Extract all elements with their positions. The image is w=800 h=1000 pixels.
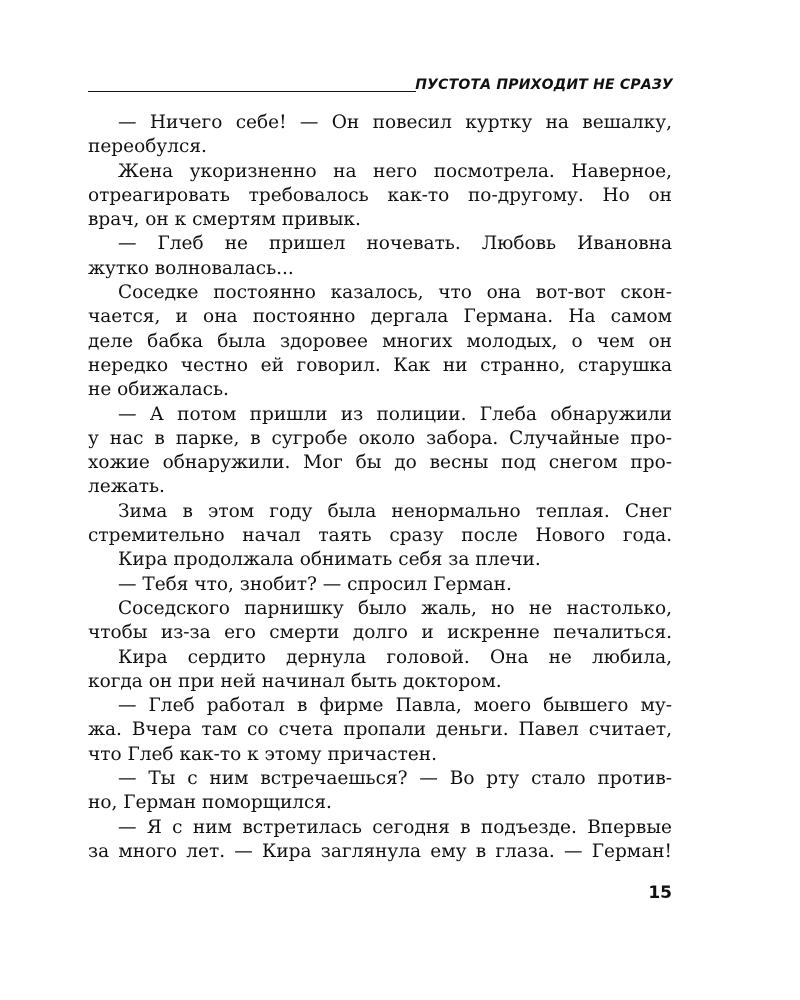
text-line: — Ты с ним встречаешься? — Во рту стало против- [118, 768, 672, 790]
text-line: жутко волновалась... [88, 257, 294, 279]
text-line: не обижалась. [88, 379, 229, 401]
text-line: — Тебя что, знобит? — спросил Герман. [118, 573, 512, 595]
text-line: Кира продолжала обнимать себя за плечи. [118, 549, 541, 571]
text-line: Соседского парнишку было жаль, но не настолько, [118, 597, 672, 619]
text-line: хожие обнаружили. Мог бы до весны под снегом про- [88, 452, 672, 474]
text-line: лежать. [88, 476, 165, 498]
text-line: — А потом пришли из полиции. Глеба обнаружили [118, 403, 672, 425]
text-line: — Глеб не пришел ночевать. Любовь Ивановна [118, 233, 672, 255]
text-line: — Ничего себе! — Он повесил куртку на вешалку, [118, 112, 672, 133]
text-line: что Глеб как-то к этому причастен. [88, 743, 437, 765]
text-line: Жена укоризненно на него посмотрела. Наверное, [118, 160, 672, 182]
text-line: когда он при ней начинал быть доктором. [88, 670, 502, 692]
text-line: стремительно начал таять сразу после Нового года. [88, 525, 672, 547]
text-line: чается, и она постоянно дергала Германа. На самом [88, 306, 672, 328]
text-line: врач, он к смертям привык. [88, 209, 361, 231]
running-header [88, 76, 673, 96]
text-line: переобулся. [88, 136, 207, 158]
text-line: нередко честно ей говорил. Как ни странно, старушка [88, 354, 672, 376]
text-line: у нас в парке, в сугробе около забора. Случайные про- [88, 427, 672, 449]
text-line: Соседке постоянно казалось, что она вот-вот скон- [118, 282, 672, 304]
text-line: отреагировать требовалось как-то по-другому. Но он [88, 184, 672, 206]
text-line: чтобы из-за его смерти долго и искренне печалиться. [88, 622, 672, 644]
text-line: за много лет. — Кира заглянула ему в глаза. — Герман! [88, 840, 672, 862]
text-line: но, Герман поморщился. [88, 792, 332, 814]
text-line: жа. Вчера там со счета пропали деньги. Павел считает, [88, 719, 672, 741]
text-line: Зима в этом году была ненормально теплая. Снег [118, 500, 672, 522]
text-line: — Я с ним встретилась сегодня в подъезде. Впервые [118, 816, 672, 838]
header-rule [88, 91, 416, 92]
text-line: — Глеб работал в фирме Павла, моего бывшего му- [118, 695, 672, 717]
text-line: Кира сердито дернула головой. Она не любила, [118, 646, 672, 668]
text-line: деле бабка была здоровее многих молодых, о чем он [88, 330, 672, 352]
running-title: ПУСТОТА ПРИХОДИТ НЕ СРАЗУ [415, 77, 673, 93]
page-number: 15 [648, 883, 672, 903]
body-text [88, 111, 672, 864]
